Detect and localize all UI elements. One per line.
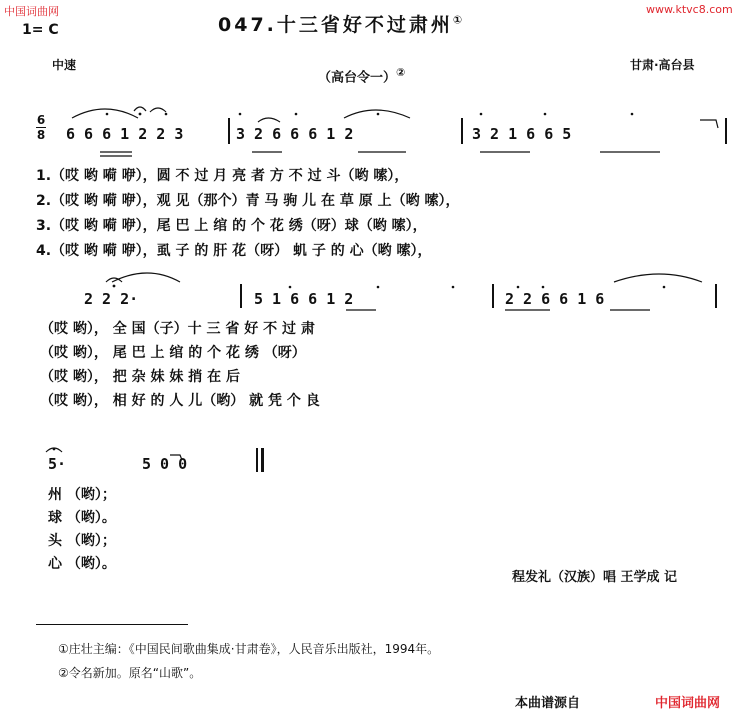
- subtitle-text: （高台令一）: [318, 70, 397, 86]
- system3-verse-2: 球 （哟）。: [48, 510, 116, 526]
- footnote-2: ②令名新加。原名“山歌”。: [58, 666, 202, 680]
- system1-verse-3: 3.（哎 哟 嗬 咿），尾 巴 上 绾 的 个 花 绣（呀）球（哟 嗦），: [36, 218, 427, 234]
- barline: [492, 284, 494, 308]
- performer-credit: 程发礼（汉族）唱 王学成 记: [512, 570, 678, 585]
- system2-measure-1: 2 2 2·: [84, 290, 139, 308]
- watermark-bottom-left: 本曲谱源自: [515, 696, 581, 711]
- fermata: [134, 107, 146, 111]
- barline: [715, 284, 717, 308]
- tie-arrow: [700, 120, 718, 128]
- barline: [240, 284, 242, 308]
- final-barline-thick: [261, 448, 264, 472]
- system1-measure-1: 6 6 6 1 2 2 3: [66, 125, 184, 143]
- barline: [228, 118, 230, 144]
- system3-measure-1: 5·: [48, 455, 67, 473]
- slur: [614, 274, 702, 282]
- region: 甘肃·高台县: [630, 58, 695, 72]
- watermark-top-left: 中国词曲网: [4, 5, 59, 18]
- system3-verse-4: 心 （哟）。: [48, 556, 116, 572]
- system1-verse-1: 1.（哎 哟 嗬 咿），圆 不 过 月 亮 者 方 不 过 斗（哟 嗦），: [36, 168, 409, 184]
- footnote-1: ①庄壮主编：《中国民间歌曲集成·甘肃卷》，人民音乐出版社，1994年。: [58, 642, 440, 656]
- fermata-dot: [139, 113, 142, 116]
- system2-verse-4: （哎 哟）， 相 好 的 人 儿（哟） 就 凭 个 良: [40, 393, 320, 409]
- system3-verse-3: 头 （哟）；: [48, 533, 116, 549]
- system1-verse-4: 4.（哎 哟 嗬 咿），虱 子 的 肝 花（呀） 虮 子 的 心（哟 嗦），: [36, 243, 432, 259]
- fermata-dot: [53, 448, 56, 451]
- slur: [150, 108, 166, 112]
- watermark-bottom-right: 中国词曲网: [655, 696, 721, 711]
- system1-measure-3: 3 2 1 6 6 5: [472, 125, 572, 143]
- song-title-text: 047.十三省好不过肃州: [218, 14, 453, 36]
- final-barline-thin: [256, 448, 258, 472]
- footnote-separator: [36, 624, 188, 625]
- time-signature-top: 6: [36, 113, 46, 127]
- system2-verse-2: （哎 哟）， 尾 巴 上 绾 的 个 花 绣 （呀）: [40, 345, 306, 361]
- system2-verse-3: （哎 哟）， 把 杂 妹 妹 捎 在 后: [40, 369, 240, 385]
- key-signature: 1= C: [22, 22, 59, 38]
- system2-measure-2: 5 1 6 6 1 2: [254, 290, 354, 308]
- system2-verse-1: （哎 哟）， 全 国（子）十 三 省 好 不 过 肃: [40, 321, 315, 337]
- system1-verse-2: 2.（哎 哟 嗬 咿），观 见（那个）青 马 驹 儿 在 草 原 上（哟 嗦），: [36, 193, 460, 209]
- barline: [461, 118, 463, 144]
- tempo-marking: 中速: [52, 58, 77, 72]
- slur: [112, 273, 180, 282]
- watermark-top-right: www.ktvc8.com: [646, 3, 733, 16]
- system2-measure-3: 2 2 6 6 1 6: [505, 290, 605, 308]
- system1-measure-2: 3 2 6 6 6 1 2: [236, 125, 354, 143]
- time-signature-bottom: 8: [36, 128, 46, 142]
- subtitle-footnote-mark: ②: [396, 66, 406, 79]
- beam: [100, 152, 132, 156]
- slur: [72, 109, 138, 118]
- slur: [258, 118, 280, 122]
- system3-verse-1: 州 （哟）；: [48, 487, 116, 503]
- system3-measure-2: 5 0 0: [142, 455, 188, 473]
- barline: [725, 118, 727, 144]
- fermata-dot: [113, 285, 116, 288]
- title-footnote-mark: ①: [452, 13, 463, 27]
